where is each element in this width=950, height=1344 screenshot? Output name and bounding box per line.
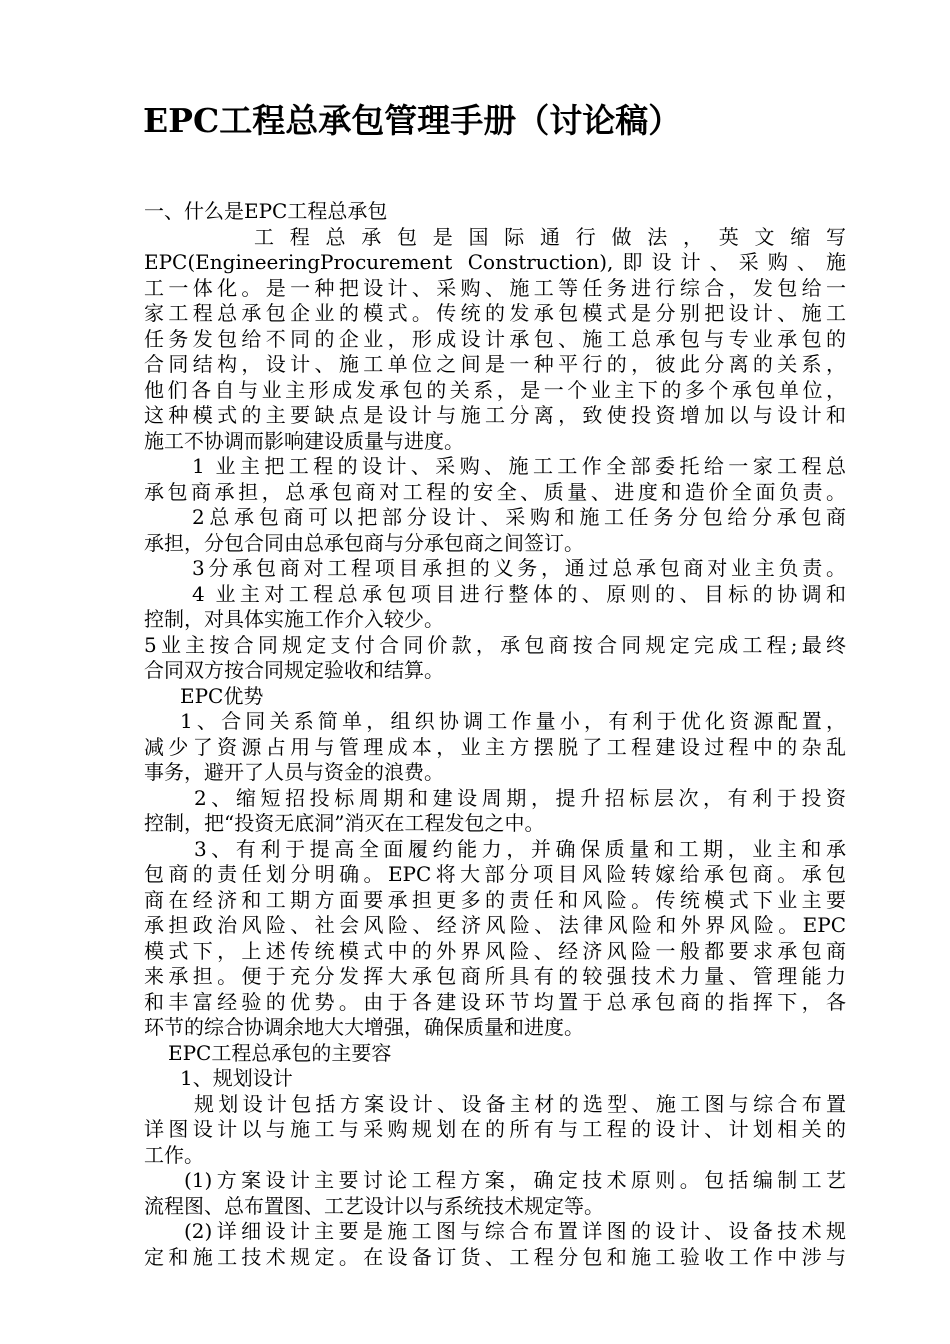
text-line: 一、什么是EPC工程总承包 (144, 199, 388, 223)
text-line: 和丰富经验的优势。由于各建设环节均置于总承包商的指挥下，各 (144, 989, 846, 1014)
text-line: 1、规划设计 (180, 1066, 293, 1090)
text-line: EPC优势 (180, 683, 264, 708)
text-line: 4 业主对工程总承包项目进行整体的、原则的、目标的协调和 (192, 581, 846, 606)
text-line: 施工不协调而影响建设质量与进度。 (144, 428, 464, 453)
text-line: 减少了资源占用与管理成本，业主方摆脱了工程建设过程中的杂乱 (144, 734, 846, 759)
text-line: 承担，分包合同由总承包商与分承包商之间签订。 (144, 530, 584, 555)
text-line: 承担政治风险、社会风险、经济风险、法律风险和外界风险。EPC (144, 913, 846, 937)
text-line: 详图设计以与施工与采购规划在的所有与工程的设计、计划相关的 (144, 1117, 846, 1141)
text-line: 工一体化。是一种把设计、采购、施工等任务进行综合，发包给一 (144, 275, 846, 300)
text-line: 2、缩短招投标周期和建设周期，提升招标层次，有利于投资 (194, 785, 846, 810)
text-line: (1)方案设计主要讨论工程方案，确定技术原则。包括编制工艺 (184, 1168, 846, 1192)
text-line: 包商的责任划分明确。EPC将大部分项目风险转嫁给承包商。承包 (144, 862, 846, 886)
text-line: 他们各自与业主形成发承包的关系，是一个业主下的多个承包单位， (144, 377, 846, 402)
text-line: 商在经济和工期方面要承担更多的责任和风险。传统模式下业主要 (144, 887, 846, 912)
text-line: 合同双方按合同规定验收和结算。 (144, 658, 444, 682)
text-line: 控制，对具体实施工作介入较少。 (144, 607, 444, 631)
text-line: 1、合同关系简单，组织协调工作量小，有利于优化资源配置， (180, 709, 846, 733)
text-line: 合同结构，设计、施工单位之间是一种平行的，彼此分离的关系， (144, 352, 846, 376)
text-line: (2)详细设计主要是施工图与综合布置详图的设计、设备技术规 (184, 1219, 846, 1243)
text-line: 工作。 (144, 1142, 204, 1167)
text-line: 定和施工技术规定。在设备订货、工程分包和施工验收工作中涉与 (144, 1244, 846, 1269)
text-line: 2总承包商可以把部分设计、采购和施工任务分包给分承包商 (192, 505, 846, 529)
text-line: 家工程总承包企业的模式。传统的发承包模式是分别把设计、施工 (144, 301, 846, 325)
text-line: 来承担。便于充分发挥大承包商所具有的较强技术力量、管理能力 (144, 964, 846, 988)
text-line: 规划设计包括方案设计、设备主材的选型、施工图与综合布置 (194, 1091, 846, 1116)
text-line: 3、有利于提高全面履约能力，并确保质量和工期，业主和承 (194, 836, 846, 861)
document-body (144, 199, 846, 1270)
text-line: 工 程 总 承 包 是 国 际 通 行 做 法 ， 英 文 缩 写 (254, 224, 846, 249)
text-line: 这种模式的主要缺点是设计与施工分离，致使投资增加以与设计和 (144, 403, 846, 427)
text-line: 3分承包商对工程项目承担的义务，通过总承包商对业主负责。 (192, 556, 846, 580)
text-line: 环节的综合协调余地大大增强，确保质量和进度。 (144, 1015, 584, 1039)
text-line: 承包商承担，总承包商对工程的安全、质量、进度和造价全面负责。 (144, 479, 846, 504)
text-line: EPC工程总承包的主要容 (168, 1040, 392, 1065)
text-line: 流程图、总布置图、工艺设计以与系统技术规定等。 (144, 1193, 604, 1218)
text-line: 模式下，上述传统模式中的外界风险、经济风险一般都要求承包商 (144, 938, 846, 963)
text-line: 任务发包给不同的企业，形成设计承包、施工总承包与专业承包的 (144, 326, 846, 351)
text-line: 事务，避开了人员与资金的浪费。 (144, 760, 444, 784)
document-title: EPC工程总承包管理手册（讨论稿） (143, 101, 682, 140)
text-line: 控制，把“投资无底洞”消灭在工程发包之中。 (144, 811, 545, 835)
text-line: 5业主按合同规定支付合同价款，承包商按合同规定完成工程;最终 (144, 632, 846, 657)
text-line: EPC(EngineeringProcurement Construction),即设计、采购、施 (144, 250, 846, 274)
text-line: 1 业主把工程的设计、采购、施工工作全部委托给一家工程总 (192, 454, 846, 478)
